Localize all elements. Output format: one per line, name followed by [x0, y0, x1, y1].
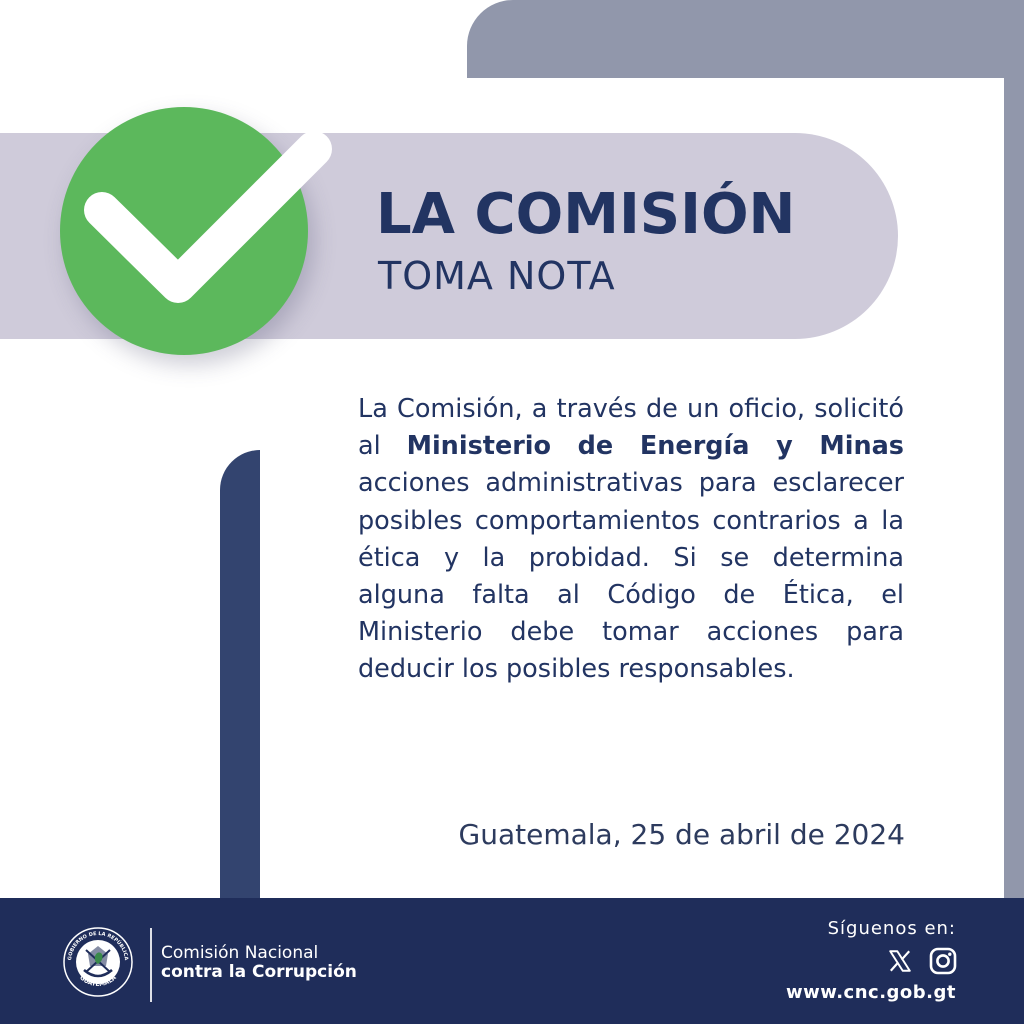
svg-text:GOBIERNO DE LA REPÚBLICA	[67, 931, 129, 961]
seal-caption	[62, 926, 134, 998]
x-icon[interactable]	[887, 948, 913, 974]
org-name-line2: contra la Corrupción	[161, 962, 357, 982]
instagram-icon[interactable]	[929, 947, 957, 975]
seal-text-top: GOBIERNO DE LA REPÚBLICA	[67, 930, 129, 961]
right-decor-bar	[1004, 78, 1024, 898]
website-link[interactable]: www.cnc.gob.gt	[785, 982, 956, 1003]
left-accent-bar	[220, 450, 260, 900]
top-decor-bar	[467, 0, 1024, 78]
footer-bar	[0, 898, 1024, 1024]
statement-highlight: Ministerio de Energía y Minas	[406, 431, 904, 462]
statement-date: Guatemala, 25 de abril de 2024	[458, 818, 905, 851]
org-name-line1: Comisión Nacional	[161, 943, 319, 963]
seal-text-bottom: GUATEMALA	[78, 974, 118, 989]
svg-text:GUATEMALA	[78, 974, 118, 988]
statement-part2: acciones administrativas para esclarecer posibles comportamientos contrarios a la ética y la probidad. Si se determina alguna falta al Código de Ética, el Ministerio debe tomar acciones para deducir los posibles responsables.	[358, 468, 904, 685]
statement-part1: La Comisión, a través de un oficio, solicitó al	[358, 394, 904, 462]
follow-label: Síguenos en:	[827, 918, 956, 939]
statement-text	[358, 391, 904, 689]
seal-text-svg	[62, 926, 134, 998]
page-title: LA COMISIÓN	[376, 182, 796, 247]
page-subtitle: TOMA NOTA	[378, 254, 616, 298]
checkmark-icon	[60, 107, 350, 327]
footer-divider	[150, 928, 152, 1002]
